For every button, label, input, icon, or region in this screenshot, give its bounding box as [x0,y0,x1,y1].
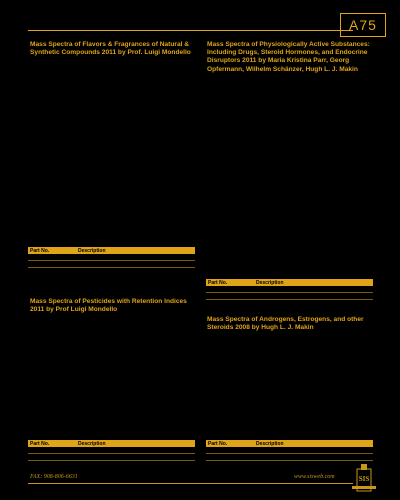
table-row [28,261,195,268]
table-header [206,279,373,286]
part-no-header: Part No. [30,440,50,447]
description-header: Description [256,279,284,286]
section-title-pesticides: Mass Spectra of Pesticides with Retention Indices 2011 by Prof Luigi Mondello [30,298,187,314]
description-header: Description [256,440,284,447]
header-rule [28,30,353,31]
part-no-header: Part No. [208,440,228,447]
table-row [28,454,195,461]
table-row [206,447,373,454]
table-row [28,447,195,454]
website-link[interactable]: www.sisweb.com [294,474,335,480]
table-header [206,440,373,447]
parts-table-physiological [206,279,373,300]
sis-logo-icon [349,462,379,494]
part-no-header: Part No. [30,247,50,254]
section-title-physiological: Mass Spectra of Physiologically Active Substances: Including Drugs, Steroid Hormones, and Endocrine Disruptors 2011 by Maria Kristina Parr, Georg Opfermann, Wilhelm Schänzer, Hugh L. J. Makin [207,41,370,73]
part-no-header: Part No. [208,279,228,286]
parts-table-androgens [206,440,373,461]
section-title-androgens: Mass Spectra of Androgens, Estrogens, and other Steroids 2008 by Hugh L. J. Makin [207,316,364,332]
table-row [206,454,373,461]
logo-text: SIS [358,475,370,483]
footer-rule [28,483,353,484]
section-title-flavors: Mass Spectra of Flavors & Fragrances of Natural & Synthetic Compounds 2011 by Prof. Luigi Mondello [30,41,191,57]
table-row [206,293,373,300]
table-header [28,440,195,447]
table-row [206,286,373,293]
table-header [28,247,195,254]
parts-table-flavors [28,247,195,268]
description-header: Description [78,247,106,254]
description-header: Description [78,440,106,447]
parts-table-pesticides [28,440,195,461]
page-number: A75 [340,13,386,37]
fax-number: FAX: 908-806-6631 [30,474,78,480]
table-row [28,254,195,261]
